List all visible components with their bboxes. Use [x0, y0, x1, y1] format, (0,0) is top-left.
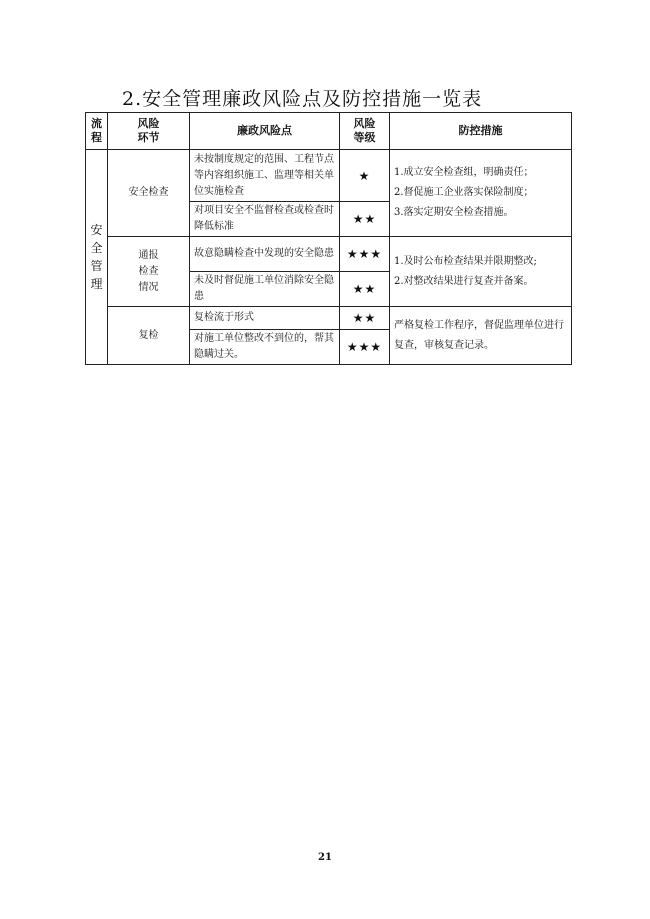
- risk-level-cell: ★★★: [340, 330, 390, 365]
- stage-cell: 安全检查: [108, 150, 190, 237]
- header-risk-point: 廉政风险点: [190, 113, 340, 150]
- stage-cell: 复检: [108, 307, 190, 365]
- table-row: [86, 307, 572, 330]
- process-cell: 安 全 管 理: [86, 150, 108, 365]
- measures-cell: 严格复检工作程序，督促监理单位进行复查，审核复查记录。: [390, 307, 572, 365]
- header-process: 流 程: [86, 113, 108, 150]
- risk-level-cell: ★★: [340, 202, 390, 237]
- header-risk-level: 风险 等级: [340, 113, 390, 150]
- table-header-row: [86, 113, 572, 150]
- risk-point-cell: 复检流于形式: [190, 307, 340, 330]
- risk-point-cell: 故意隐瞒检查中发现的安全隐患: [190, 237, 340, 272]
- page-title: 2.安全管理廉政风险点及防控措施一览表: [122, 88, 483, 110]
- header-measures: 防控措施: [390, 113, 572, 150]
- header-stage: 风险 环节: [108, 113, 190, 150]
- risk-point-cell: 未及时督促施工单位消除安全隐患: [190, 272, 340, 307]
- risk-level-cell: ★★: [340, 272, 390, 307]
- measures-cell: 1.及时公布检查结果并限期整改; 2.对整改结果进行复查并备案。: [390, 237, 572, 307]
- risk-level-cell: ★★: [340, 307, 390, 330]
- risk-level-cell: ★: [340, 150, 390, 202]
- risk-point-cell: 对施工单位整改不到位的，帮其隐瞒过关。: [190, 330, 340, 365]
- risk-control-table: [85, 112, 572, 365]
- risk-point-cell: 未按制度规定的范围、工程节点等内容组织施工、监理等相关单位实施检查: [190, 150, 340, 202]
- measures-cell: 1.成立安全检查组，明确责任； 2.督促施工企业落实保险制度； 3.落实定期安全检查措施。: [390, 150, 572, 237]
- stage-cell: 通报 检查 情况: [108, 237, 190, 307]
- table-row: [86, 150, 572, 202]
- risk-point-cell: 对项目安全不监督检查或检查时降低标准: [190, 202, 340, 237]
- risk-level-cell: ★★★: [340, 237, 390, 272]
- table-row: [86, 237, 572, 272]
- page-number: 21: [318, 852, 332, 863]
